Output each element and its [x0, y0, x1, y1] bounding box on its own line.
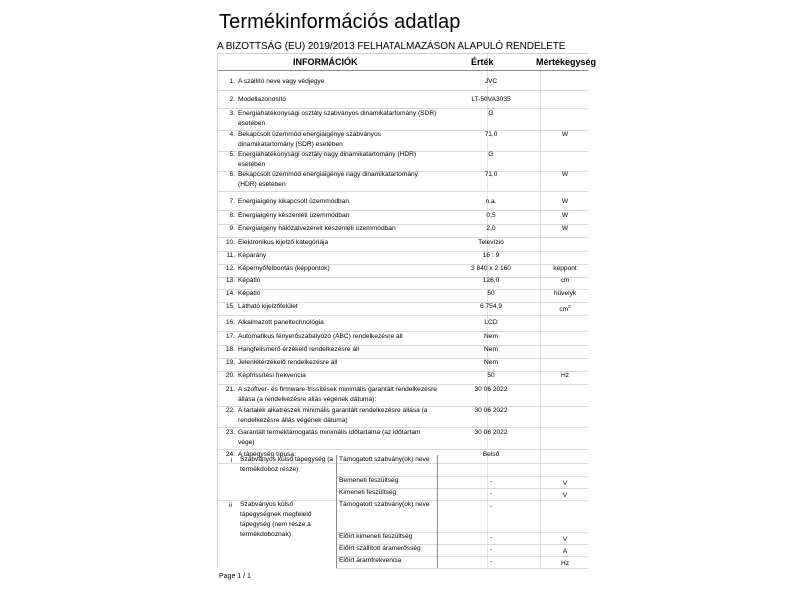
table-row: [218, 332, 588, 344]
row-label: Látható kijelzőfelület: [238, 303, 298, 310]
psu-roman-numeral: ii: [229, 502, 232, 509]
row-number: 2.: [229, 96, 235, 103]
row-value: 30 06 2022: [474, 429, 508, 436]
row-label: Energiahatékonysági osztály szabványos dinamikatartomány (SDR) esetében: [238, 110, 437, 127]
row-number: 7.: [229, 198, 235, 205]
table-row: [218, 345, 588, 357]
row-unit: W: [561, 225, 569, 232]
psu-item-value: -: [489, 546, 493, 553]
psu-item-unit: V: [562, 492, 568, 499]
row-number: 18.: [225, 346, 235, 353]
row-unit: [540, 302, 590, 315]
psu-item-label: Előírt kimeneti feszültség: [336, 532, 438, 544]
row-label: Jelenlétérzékelő rendelkezésre áll: [238, 359, 338, 366]
row-value: 71,0: [484, 131, 498, 138]
row-number: 19.: [225, 359, 235, 366]
psu-item-label: Bemeneti feszültség: [336, 476, 438, 488]
psu-item-unit: Hz: [560, 560, 570, 567]
row-label: Alkalmazott paneltechnológia: [238, 319, 324, 326]
psu-item-label: Előírt szállított áramerősség: [336, 544, 438, 556]
row-label: Képátló: [238, 277, 261, 284]
row-unit: W: [561, 131, 569, 138]
row-number: 17.: [225, 333, 235, 340]
row-value: 30 06 2022: [474, 407, 508, 414]
row-unit: hüvelyk: [553, 290, 577, 297]
row-label: Képernyőfelbontás (képpontok): [238, 265, 330, 272]
row-label: Bekapcsolt üzemmód energiaigénye szabványos dinamikatartomány (SDR) esetében: [238, 131, 381, 148]
table-row: [218, 371, 588, 383]
psu-type-label: Szabványos külső tápegységnek megfelelő tápegység (nem része a termékdoboznak): [240, 501, 312, 538]
table-row: [218, 276, 588, 288]
table-row: [218, 406, 588, 426]
row-value: JVC: [484, 78, 498, 85]
row-number: 15.: [225, 303, 235, 310]
table-row: [218, 358, 588, 370]
table-row: [218, 150, 588, 170]
psu-item-value: -: [489, 558, 493, 565]
row-label: Automatikus fényerőszabályozó (ABC) rendelkezésre áll: [238, 333, 403, 340]
row-label: A tápegység típusa:: [238, 451, 296, 458]
row-value: G: [488, 110, 494, 117]
row-number: 13.: [225, 277, 235, 284]
row-value: Nem: [484, 346, 498, 353]
page-title: Termékinformációs adatlap: [219, 11, 461, 33]
header-value: Érték: [471, 57, 494, 67]
row-unit: cm: [560, 277, 570, 284]
psu-item-label: Támogatott szabvány(ok) neve: [336, 500, 438, 532]
psu-item-unit: V: [562, 480, 568, 487]
psu-item-value: -: [489, 534, 493, 541]
row-value: n.a.: [485, 198, 497, 205]
table-row: [218, 238, 588, 250]
row-divider: [218, 191, 588, 192]
row-divider: [218, 315, 588, 316]
row-value: 16 : 9: [482, 252, 500, 259]
row-unit: W: [561, 198, 569, 205]
header-divider: [218, 70, 588, 71]
row-number: 1.: [229, 78, 235, 85]
row-value: Televízió: [478, 239, 504, 246]
row-value: 6 754,9: [480, 303, 502, 310]
row-value: Nem: [484, 333, 498, 340]
row-number: 20.: [225, 372, 235, 379]
row-number: 24.: [225, 451, 235, 458]
psu-item-unit: A: [562, 548, 568, 555]
psu-type-label: Szabványos külső tápegység (a termékdoboz része): [240, 456, 334, 473]
row-unit: W: [561, 171, 569, 178]
row-unit: W: [561, 212, 569, 219]
row-number: 14.: [225, 290, 235, 297]
row-number: 12.: [225, 265, 235, 272]
table-row: [218, 197, 588, 209]
row-divider: [336, 568, 588, 569]
table-row: [218, 109, 588, 129]
row-number: 5.: [229, 151, 235, 158]
psu-item-label: Támogatott szabvány(ok) neve: [336, 455, 438, 476]
unit-base: cm: [559, 306, 569, 314]
row-label: Energiaigény készenléti üzemmódban: [238, 212, 350, 219]
row-number: 11.: [226, 252, 235, 259]
row-label: Garantált terméktámogatás minimális időtartama (az időtartam vége): [238, 429, 421, 446]
row-number: 8.: [229, 212, 235, 219]
psu-item-unit: V: [562, 536, 568, 543]
row-value: Belső: [482, 451, 500, 458]
row-label: Hangfelismerő érzékelő rendelkezésre áll: [238, 346, 359, 353]
table-row: [218, 302, 588, 314]
row-label: Képátló: [238, 290, 261, 297]
psu-item-value: -: [489, 503, 493, 510]
row-value: 30 06 2022: [474, 386, 508, 393]
table-row: [218, 130, 588, 150]
table-row: [218, 251, 588, 263]
row-unit: Hz: [560, 372, 570, 379]
row-label: Elektronikus kijelző kategóriája: [238, 239, 329, 246]
row-number: 23.: [225, 429, 235, 436]
row-label: Képfrissítési frekvencia: [238, 372, 306, 379]
table-row: [218, 211, 588, 223]
row-divider: [218, 90, 588, 91]
row-label: Energiahatékonysági osztály nagy dinamikatartomány (HDR) esetében: [238, 151, 417, 168]
table-row: [218, 385, 588, 405]
psu-item-value: -: [489, 478, 493, 485]
regulation-subtitle: A BIZOTTSÁG (EU) 2019/2013 FELHATALMAZÁSON ALAPULÓ RENDELETE: [217, 41, 566, 52]
row-number: 22.: [225, 407, 235, 414]
row-label: Modellazonosító: [238, 96, 287, 103]
psu-roman-numeral: i: [231, 457, 233, 464]
table-row: [218, 224, 588, 236]
row-label: A szoftver- és firmware-frissítések minimális garantált rendelkezésre állása (a rendelkezésre állás végének dátuma):: [238, 386, 437, 403]
row-value: Nem: [484, 359, 498, 366]
row-number: 4.: [229, 131, 235, 138]
table-row: [218, 318, 588, 330]
unit-superscript: 2: [568, 304, 571, 309]
row-number: 6.: [229, 171, 235, 178]
row-number: 10.: [225, 239, 235, 246]
table-row: [218, 170, 588, 190]
page-footer: Page 1 / 1: [219, 573, 251, 580]
row-unit: képpont: [553, 265, 577, 272]
table-row: [218, 95, 588, 107]
table-row: [218, 264, 588, 276]
row-label: Képarány: [238, 252, 267, 259]
row-number: 16.: [225, 319, 235, 326]
psu-item-label: Előírt áramfrekvencia: [336, 556, 438, 568]
row-label: Energiaigény kikapcsolt üzemmódban: [238, 198, 350, 205]
row-number: 9.: [229, 225, 235, 232]
psu-item-label: Kimeneti feszültség: [336, 488, 438, 500]
table-row: [218, 428, 588, 448]
header-unit: Mértékegység: [536, 57, 597, 67]
row-number: 21.: [225, 386, 235, 393]
row-value: 71,0: [484, 171, 498, 178]
row-value: 50: [487, 290, 495, 297]
row-value: 2,0: [486, 225, 496, 232]
row-value: G: [488, 151, 494, 158]
row-value: 0,5: [486, 212, 496, 219]
header-information: INFORMÁCIÓK: [293, 57, 358, 67]
row-value: 50: [487, 372, 495, 379]
row-label: Energiaigény hálózatvezérelt készenléti üzemmódban: [238, 225, 396, 232]
row-number: 3.: [229, 110, 235, 117]
psu-item-value: -: [489, 490, 493, 497]
row-label: A tartalék alkatrészek minimális garantált rendelkezésre állása (a rendelkezésre állás végének dátuma): [238, 407, 428, 424]
row-value: 126,0: [482, 277, 500, 284]
row-label: A szállító neve vagy védjegye: [238, 78, 325, 85]
table-row: [218, 289, 588, 301]
row-value: 3 840 x 2 160: [471, 265, 511, 272]
row-label: Bekapcsolt üzemmód energiaigénye nagy dinamikatartomány (HDR) esetében: [238, 171, 418, 188]
table-row: [218, 77, 588, 89]
product-info-table: [217, 53, 597, 568]
row-value: LT-50VA3035: [471, 96, 511, 103]
row-value: LCD: [484, 319, 498, 326]
